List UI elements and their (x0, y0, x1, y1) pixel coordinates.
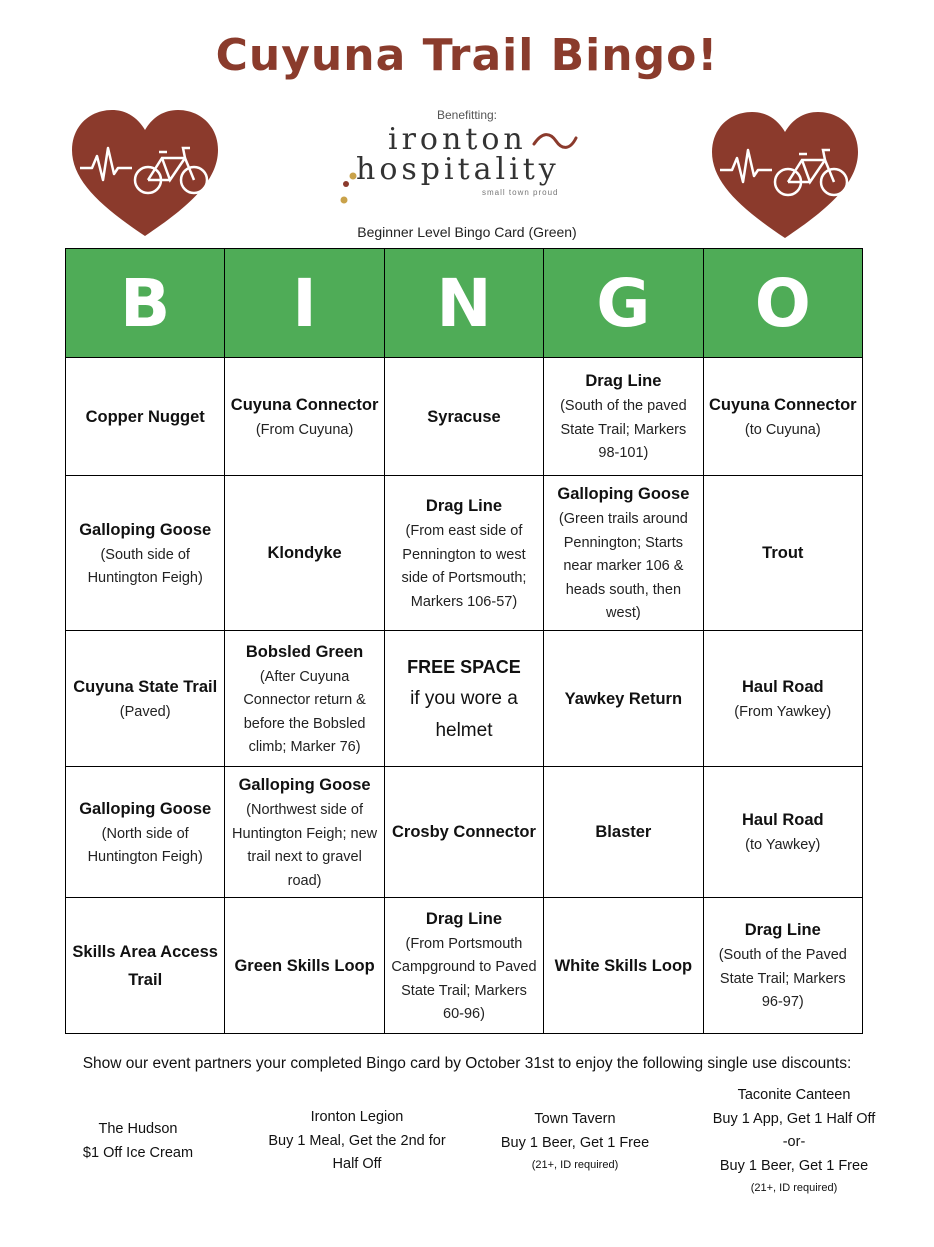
partner-offer: Buy 1 Beer, Get 1 Free (719, 1157, 869, 1174)
bingo-cell: Trout (703, 476, 862, 631)
bingo-cell: Haul Road (to Yawkey) (703, 767, 862, 898)
partner-legion (252, 1106, 462, 1177)
bingo-cell: Crosby Connector (384, 767, 543, 898)
partner-note: (21+, ID required) (750, 1182, 838, 1194)
header-letter-b: B (66, 249, 225, 358)
partner-offer: Buy 1 App, Get 1 Half Off (712, 1110, 876, 1127)
logo-tagline: small town proud (482, 188, 559, 197)
partner-canteen (700, 1084, 888, 1198)
header-letter-n: N (384, 249, 543, 358)
free-space-cell: FREE SPACE if you wore a helmet (384, 631, 543, 767)
partner-offer: Buy 1 Meal, Get the 2nd for (268, 1132, 446, 1149)
partner-name: The Hudson (98, 1121, 178, 1137)
bingo-cell: Skills Area Access Trail (66, 898, 225, 1034)
logo-line2: hospitality (356, 152, 560, 187)
partner-name: Taconite Canteen (737, 1087, 851, 1103)
bingo-cell: Cuyuna Connector (to Cuyuna) (703, 358, 862, 476)
bingo-row (66, 476, 863, 631)
partner-offer: $1 Off Ice Cream (82, 1144, 194, 1161)
bingo-cell: Drag Line (South of the paved State Trail; Markers 98-101) (544, 358, 703, 476)
bingo-header-row (66, 249, 863, 358)
partner-tavern (490, 1108, 660, 1175)
header-letter-i: I (225, 249, 384, 358)
header-letter-o: O (703, 249, 862, 358)
partner-offer: Half Off (332, 1156, 382, 1172)
bingo-cell: Bobsled Green (After Cuyuna Connector return & before the Bobsled climb; Marker 76) (225, 631, 384, 767)
partner-or: -or- (782, 1134, 806, 1150)
bingo-row (66, 898, 863, 1034)
bingo-cell: Drag Line (From east side of Pennington to west side of Portsmouth; Markers 106-57) (384, 476, 543, 631)
bingo-cell: Yawkey Return (544, 631, 703, 767)
bingo-cell: Klondyke (225, 476, 384, 631)
bingo-cell: Haul Road (From Yawkey) (703, 631, 862, 767)
partner-note: (21+, ID required) (531, 1159, 619, 1171)
bingo-card (65, 248, 863, 1034)
card-level-label: Beginner Level Bingo Card (Green) (357, 224, 577, 240)
bingo-cell: Drag Line (South of the Paved State Trail; Markers 96-97) (703, 898, 862, 1034)
partner-name: Town Tavern (534, 1111, 616, 1127)
bingo-cell: White Skills Loop (544, 898, 703, 1034)
wave-icon (532, 130, 578, 152)
heart-bike-icon (710, 110, 860, 242)
partner-name: Ironton Legion (310, 1109, 404, 1125)
bingo-cell: Galloping Goose (Green trails around Pennington; Starts near marker 106 & heads south, then west) (544, 476, 703, 631)
bingo-cell: Cuyuna State Trail (Paved) (66, 631, 225, 767)
bingo-row (66, 358, 863, 476)
bingo-cell: Syracuse (384, 358, 543, 476)
bingo-row (66, 631, 863, 767)
bingo-cell: Blaster (544, 767, 703, 898)
bingo-cell: Copper Nugget (66, 358, 225, 476)
header-letter-g: G (544, 249, 703, 358)
logo-line1: ironton (388, 122, 527, 157)
partner-hudson (60, 1118, 216, 1165)
page-title: Cuyuna Trail Bingo! (215, 30, 719, 81)
bingo-cell: Galloping Goose (North side of Huntington Feigh) (66, 767, 225, 898)
bingo-cell: Green Skills Loop (225, 898, 384, 1034)
bingo-cell: Galloping Goose (Northwest side of Huntington Feigh; new trail next to gravel road) (225, 767, 384, 898)
ironton-hospitality-logo (340, 122, 590, 212)
partner-offer: Buy 1 Beer, Get 1 Free (500, 1134, 650, 1151)
bingo-cell: Drag Line (From Portsmouth Campground to Paved State Trail; Markers 60-96) (384, 898, 543, 1034)
benefitting-label: Benefitting: (436, 108, 498, 122)
bingo-row (66, 767, 863, 898)
bingo-cell: Cuyuna Connector (From Cuyuna) (225, 358, 384, 476)
heart-bike-icon (70, 108, 220, 240)
bingo-cell: Galloping Goose (South side of Huntington Feigh) (66, 476, 225, 631)
dots-icon (340, 170, 360, 206)
discount-instructions: Show our event partners your completed Bingo card by October 31st to enjoy the following single use discounts: (82, 1055, 852, 1072)
